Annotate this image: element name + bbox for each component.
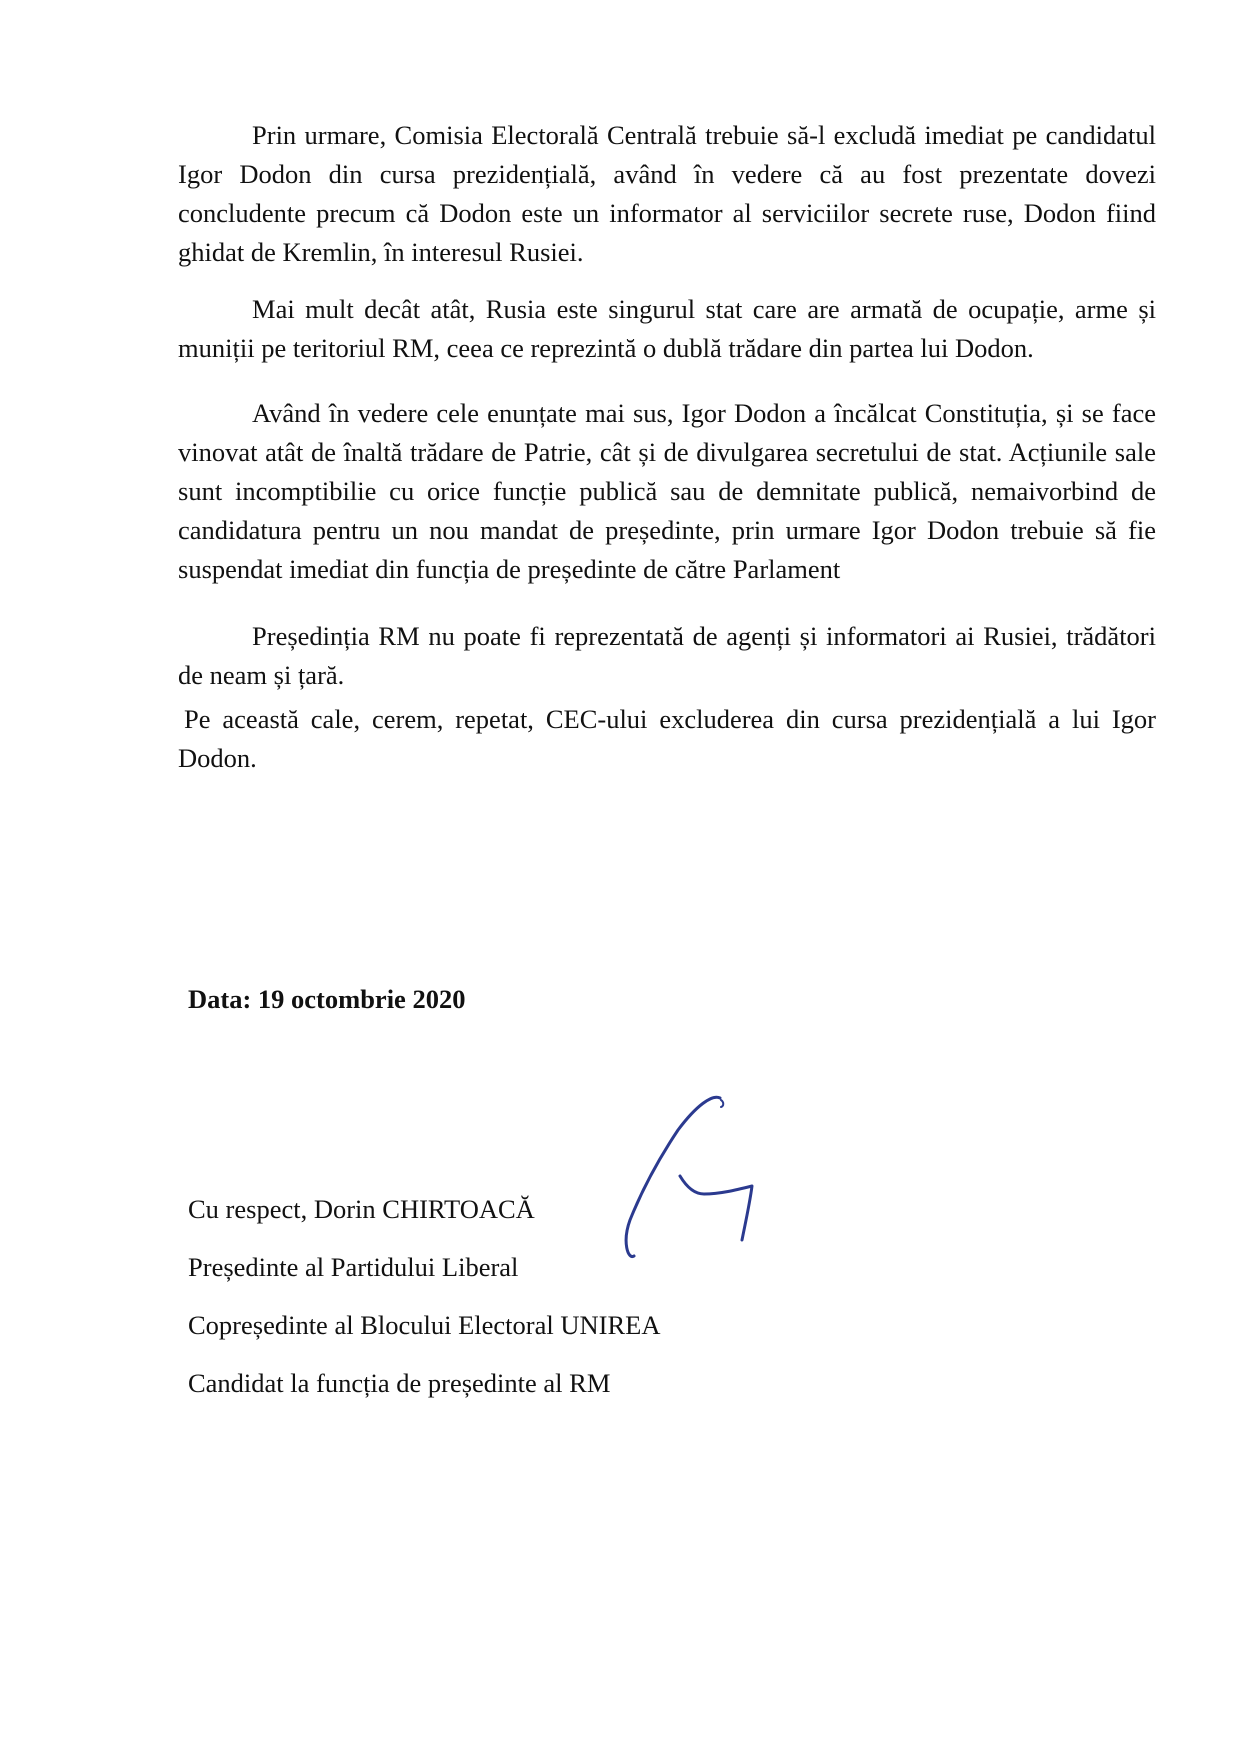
signoff-role-candidate: Candidat la funcția de președinte al RM	[188, 1368, 611, 1398]
paragraph-constitution-violation: Având în vedere cele enunțate mai sus, Igor Dodon a încălcat Constituția, și se face vinovat atât de înaltă trădare de Patrie, cât și de divulgarea secretului de stat. Acțiunile sale sunt incomptibilie cu orice funcție publică sau de demnitate publică, nemaivorbind de candidatura pentru un nou mandat de președinte, prin urmare Igor Dodon trebuie să fie suspendat imediat din funcția de președinte de către Parlament	[178, 398, 1156, 584]
signoff-greeting: Cu respect, Dorin CHIRTOACĂ	[188, 1194, 535, 1224]
paragraph-exclusion-request: Prin urmare, Comisia Electorală Centrală trebuie să-l excludă imediat pe candidatul Igor Dodon din cursa prezidențială, având în vedere că au fost prezentate dovezi concludente precum că Dodon este un informator al serviciilor secrete ruse, Dodon fiind ghidat de Kremlin, în interesul Rusiei.	[178, 120, 1156, 267]
signature-stroke-main	[626, 1097, 720, 1256]
signoff-role-bloc: Copreședinte al Blocului Electoral UNIREA	[188, 1310, 661, 1340]
signature-stroke-dot	[721, 1100, 723, 1107]
handwritten-signature	[600, 1090, 780, 1270]
paragraph-russia-occupation: Mai mult decât atât, Rusia este singurul stat care are armată de ocupație, arme și muniții pe teritoriul RM, ceea ce reprezintă o dublă trădare din partea lui Dodon.	[178, 294, 1156, 363]
paragraph-final-request: Pe această cale, cerem, repetat, CEC-ului excluderea din cursa prezidențială a lui Igor Dodon.	[178, 704, 1156, 773]
letter-date: Data: 19 octombrie 2020	[188, 984, 466, 1014]
signoff-block	[188, 1190, 660, 1422]
signature-stroke-hook	[680, 1176, 752, 1240]
signoff-role-party: Președinte al Partidului Liberal	[188, 1252, 519, 1282]
letter-body	[178, 116, 1156, 778]
paragraph-presidency: Președinția RM nu poate fi reprezentată de agenți și informatori ai Rusiei, trădători de neam și țară.	[178, 621, 1156, 690]
